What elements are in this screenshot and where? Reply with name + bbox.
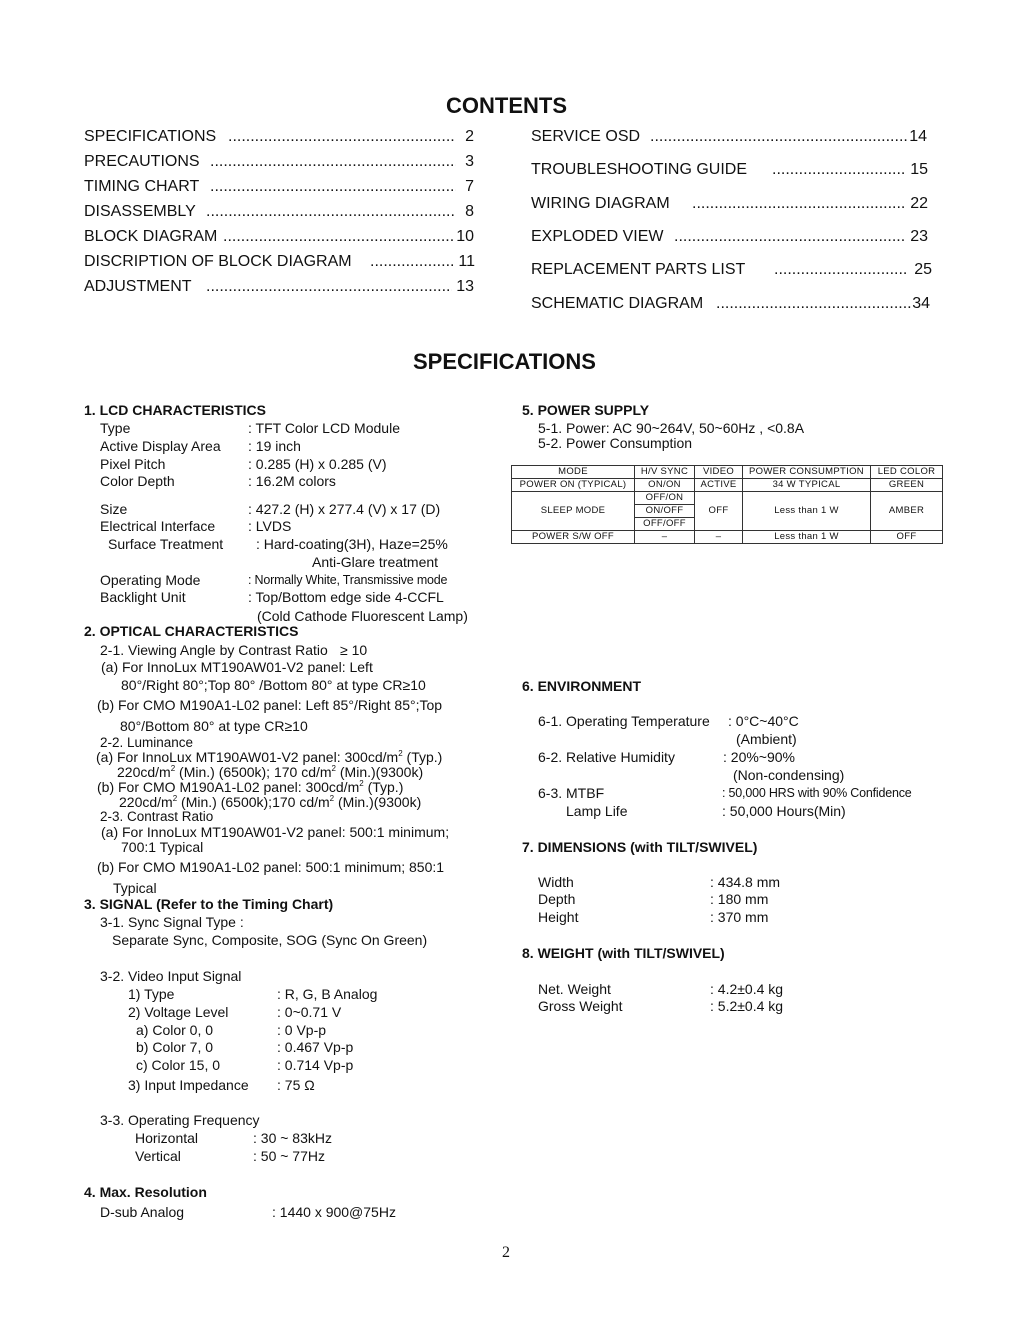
table-header: POWER CONSUMPTION bbox=[743, 466, 871, 479]
lcd-heading: 1. LCD CHARACTERISTICS bbox=[84, 402, 267, 418]
spec-label: Height bbox=[538, 909, 579, 925]
spec-value: : R, G, B Analog bbox=[277, 986, 378, 1002]
spec-label: 1) Type bbox=[128, 986, 175, 1002]
spec-value: : Normally White, Transmissive mode bbox=[248, 573, 448, 587]
dimensions-heading: 7. DIMENSIONS (with TILT/SWIVEL) bbox=[522, 839, 758, 855]
spec-text: 2-3. Contrast Ratio bbox=[100, 809, 214, 824]
toc-page: 13 bbox=[456, 278, 474, 295]
spec-label: 6-3. MTBF bbox=[538, 785, 605, 801]
spec-value: : 50,000 HRS with 90% Confidence bbox=[722, 786, 912, 800]
spec-text: Typical bbox=[113, 880, 157, 896]
spec-text: (b) For CMO M190A1-L02 panel: $300cd/m^2$ (Typ.) bbox=[97, 779, 404, 795]
spec-value: : 370 mm bbox=[710, 909, 769, 925]
spec-value: : TFT Color LCD Module bbox=[248, 420, 400, 436]
toc-entry[interactable]: PRECAUTIONS bbox=[84, 153, 200, 170]
table-cell: – bbox=[635, 531, 695, 544]
toc-page: 11 bbox=[458, 253, 475, 270]
power-heading: 5. POWER SUPPLY bbox=[522, 402, 650, 418]
toc-page: 3 bbox=[465, 153, 474, 170]
spec-text: (b) For CMO M190A1-L02 panel: Left 85°/Right 85°;Top bbox=[97, 697, 443, 713]
table-cell: ACTIVE bbox=[695, 479, 743, 492]
toc-page: 10 bbox=[456, 228, 474, 245]
table-cell: OFF/OFF bbox=[635, 518, 695, 531]
spec-value: : 180 mm bbox=[710, 891, 769, 907]
spec-label: Pixel Pitch bbox=[100, 456, 166, 472]
spec-label: a) Color 0, 0 bbox=[136, 1022, 214, 1038]
spec-label: 2) Voltage Level bbox=[128, 1004, 229, 1020]
spec-label: 6-2. Relative Humidity bbox=[538, 749, 675, 765]
toc-page: 15 bbox=[910, 161, 928, 178]
spec-text: 5-1. Power: AC 90~264V, 50~60Hz , <0.8A bbox=[538, 420, 805, 436]
table-cell: – bbox=[695, 531, 743, 544]
spec-label: Vertical bbox=[135, 1148, 181, 1164]
spec-text: 80°/Bottom 80° at type CR≥10 bbox=[120, 718, 308, 734]
table-cell: AMBER bbox=[871, 492, 943, 531]
spec-value: : 0.285 (H) x 0.285 (V) bbox=[248, 456, 387, 472]
optical-heading: 2. OPTICAL CHARACTERISTICS bbox=[84, 623, 299, 639]
spec-value: : 50 ~ 77Hz bbox=[253, 1148, 325, 1164]
spec-label: Width bbox=[538, 874, 574, 890]
toc-page: 8 bbox=[465, 203, 474, 220]
table-header: LED COLOR bbox=[871, 466, 943, 479]
spec-value: : 30 ~ 83kHz bbox=[253, 1130, 332, 1146]
spec-label: Electrical Interface bbox=[100, 518, 216, 534]
toc-page: 23 bbox=[910, 228, 928, 245]
table-header: MODE bbox=[512, 466, 635, 479]
toc-entry[interactable]: TIMING CHART bbox=[84, 178, 200, 195]
toc-entry[interactable]: WIRING DIAGRAM bbox=[531, 195, 670, 212]
spec-label: Type bbox=[100, 420, 131, 436]
toc-entry[interactable]: SERVICE OSD bbox=[531, 128, 641, 145]
spec-label: Horizontal bbox=[135, 1130, 199, 1146]
spec-value: : 20%~90% bbox=[723, 749, 795, 765]
spec-text: 3-2. Video Input Signal bbox=[100, 968, 242, 984]
spec-label: 6-1. Operating Temperature bbox=[538, 713, 710, 729]
toc-entry[interactable]: ADJUSTMENT bbox=[84, 278, 192, 295]
spec-value: : 1440 x 900@75Hz bbox=[272, 1204, 396, 1220]
table-header: VIDEO bbox=[695, 466, 743, 479]
toc-entry[interactable]: DISCRIPTION OF BLOCK DIAGRAM bbox=[84, 253, 352, 270]
spec-text: (b) For CMO M190A1-L02 panel: 500:1 minimum; 850:1 bbox=[97, 859, 445, 875]
specifications-title: SPECIFICATIONS bbox=[413, 349, 596, 374]
resolution-heading: 4. Max. Resolution bbox=[84, 1184, 207, 1200]
table-cell: POWER S/W OFF bbox=[512, 531, 635, 544]
spec-label: Active Display Area bbox=[100, 438, 221, 454]
table-cell: OFF bbox=[871, 531, 943, 544]
spec-value: : 16.2M colors bbox=[248, 473, 336, 489]
spec-text: (a) For InnoLux MT190AW01-V2 panel: 500:1 minimum; bbox=[101, 824, 450, 840]
spec-label: Operating Mode bbox=[100, 572, 201, 588]
toc-entry[interactable]: SCHEMATIC DIAGRAM bbox=[531, 295, 704, 312]
table-cell: 34 W TYPICAL bbox=[743, 479, 871, 492]
table-row bbox=[512, 531, 943, 544]
spec-value: : 5.2±0.4 kg bbox=[710, 998, 784, 1014]
spec-text: 2-2. Luminance bbox=[100, 735, 194, 750]
spec-text: (a) For InnoLux MT190AW01-V2 panel: Left bbox=[101, 659, 373, 675]
spec-value: : Hard-coating(3H), Haze=25% bbox=[256, 536, 448, 552]
spec-text: (a) For InnoLux MT190AW01-V2 panel: $300cd/m^2$ (Typ.) bbox=[96, 749, 443, 765]
toc-entry[interactable]: EXPLODED VIEW bbox=[531, 228, 664, 245]
table-cell: Less than 1 W bbox=[743, 492, 871, 531]
contents-title: CONTENTS bbox=[446, 93, 567, 118]
power-consumption-table bbox=[511, 465, 943, 544]
table-row bbox=[512, 492, 943, 505]
spec-text: 80°/Right 80°;Top 80° /Bottom 80° at type CR≥10 bbox=[121, 677, 426, 693]
spec-text: 3-3. Operating Frequency bbox=[100, 1112, 260, 1128]
spec-label: Depth bbox=[538, 891, 576, 907]
spec-value: : 0.714 Vp-p bbox=[277, 1057, 354, 1073]
spec-value: : 434.8 mm bbox=[710, 874, 781, 890]
toc-page: 34 bbox=[912, 295, 930, 312]
table-cell: OFF bbox=[695, 492, 743, 531]
spec-text: 700:1 Typical bbox=[121, 839, 204, 855]
spec-text: $220cd/m^2$ (Min.) (6500k);170 $cd/m^2$ (Min.)(9300k) bbox=[119, 794, 422, 810]
spec-value: : 4.2±0.4 kg bbox=[710, 981, 784, 997]
table-cell: ON/OFF bbox=[635, 505, 695, 518]
spec-text: Separate Sync, Composite, SOG (Sync On Green) bbox=[112, 932, 428, 948]
spec-label: Size bbox=[100, 501, 128, 517]
spec-value: : 75 Ω bbox=[277, 1077, 315, 1093]
spec-text: 2-1. Viewing Angle by Contrast Ratio bbox=[100, 642, 328, 658]
spec-value: : LVDS bbox=[248, 518, 292, 534]
toc-page: 7 bbox=[465, 178, 474, 195]
spec-label: Color Depth bbox=[100, 473, 175, 489]
table-row bbox=[512, 479, 943, 492]
toc-page: 25 bbox=[914, 261, 932, 278]
signal-heading: 3. SIGNAL (Refer to the Timing Chart) bbox=[84, 896, 334, 912]
table-header-row bbox=[512, 466, 943, 479]
spec-value: (Non-condensing) bbox=[733, 767, 845, 783]
toc-page: 2 bbox=[465, 128, 474, 145]
spec-text: 5-2. Power Consumption bbox=[538, 435, 693, 451]
spec-label: Net. Weight bbox=[538, 981, 611, 997]
spec-value: : 0 Vp-p bbox=[277, 1022, 327, 1038]
spec-label: Gross Weight bbox=[538, 998, 623, 1014]
spec-value: Anti-Glare treatment bbox=[312, 554, 439, 570]
table-cell: ON/ON bbox=[635, 479, 695, 492]
spec-value: : 427.2 (H) x 277.4 (V) x 17 (D) bbox=[248, 501, 441, 517]
spec-label: Lamp Life bbox=[566, 803, 628, 819]
spec-text: ≥ 10 bbox=[340, 642, 368, 658]
toc-entry[interactable]: DISASSEMBLY bbox=[84, 203, 196, 220]
table-cell: SLEEP MODE bbox=[512, 492, 635, 531]
spec-value: : 0~0.71 V bbox=[277, 1004, 342, 1020]
toc-entry[interactable]: BLOCK DIAGRAM bbox=[84, 228, 218, 245]
spec-label: Backlight Unit bbox=[100, 589, 186, 605]
spec-text: $220cd/m^2$ (Min.) (6500k); 170 $cd/m^2$ (Min.)(9300k) bbox=[117, 764, 424, 780]
spec-text: 3-1. Sync Signal Type : bbox=[100, 914, 244, 930]
spec-value: : Top/Bottom edge side 4-CCFL bbox=[248, 589, 444, 605]
table-cell: Less than 1 W bbox=[743, 531, 871, 544]
spec-label: b) Color 7, 0 bbox=[136, 1039, 214, 1055]
spec-value: (Ambient) bbox=[736, 731, 797, 747]
toc-page: 14 bbox=[909, 128, 927, 145]
environment-heading: 6. ENVIRONMENT bbox=[522, 678, 642, 694]
spec-label: Surface Treatment bbox=[108, 536, 224, 552]
toc-entry[interactable]: TROUBLESHOOTING GUIDE bbox=[531, 161, 748, 178]
page-number: 2 bbox=[502, 1244, 510, 1261]
spec-value: (Cold Cathode Fluorescent Lamp) bbox=[257, 608, 468, 624]
table-cell: OFF/ON bbox=[635, 492, 695, 505]
spec-value: : 19 inch bbox=[248, 438, 301, 454]
table-header: H/V SYNC bbox=[635, 466, 695, 479]
spec-label: 3) Input Impedance bbox=[128, 1077, 249, 1093]
table-cell: POWER ON (TYPICAL) bbox=[512, 479, 635, 492]
weight-heading: 8. WEIGHT (with TILT/SWIVEL) bbox=[522, 945, 725, 961]
toc-entry[interactable]: REPLACEMENT PARTS LIST bbox=[531, 261, 746, 278]
spec-value: : 50,000 Hours(Min) bbox=[722, 803, 846, 819]
toc-entry[interactable]: SPECIFICATIONS bbox=[84, 128, 217, 145]
spec-value: : 0.467 Vp-p bbox=[277, 1039, 354, 1055]
toc-page: 22 bbox=[910, 195, 928, 212]
spec-label: D-sub Analog bbox=[100, 1204, 185, 1220]
spec-value: : 0°C~40°C bbox=[728, 713, 799, 729]
spec-label: c) Color 15, 0 bbox=[136, 1057, 221, 1073]
table-cell: GREEN bbox=[871, 479, 943, 492]
